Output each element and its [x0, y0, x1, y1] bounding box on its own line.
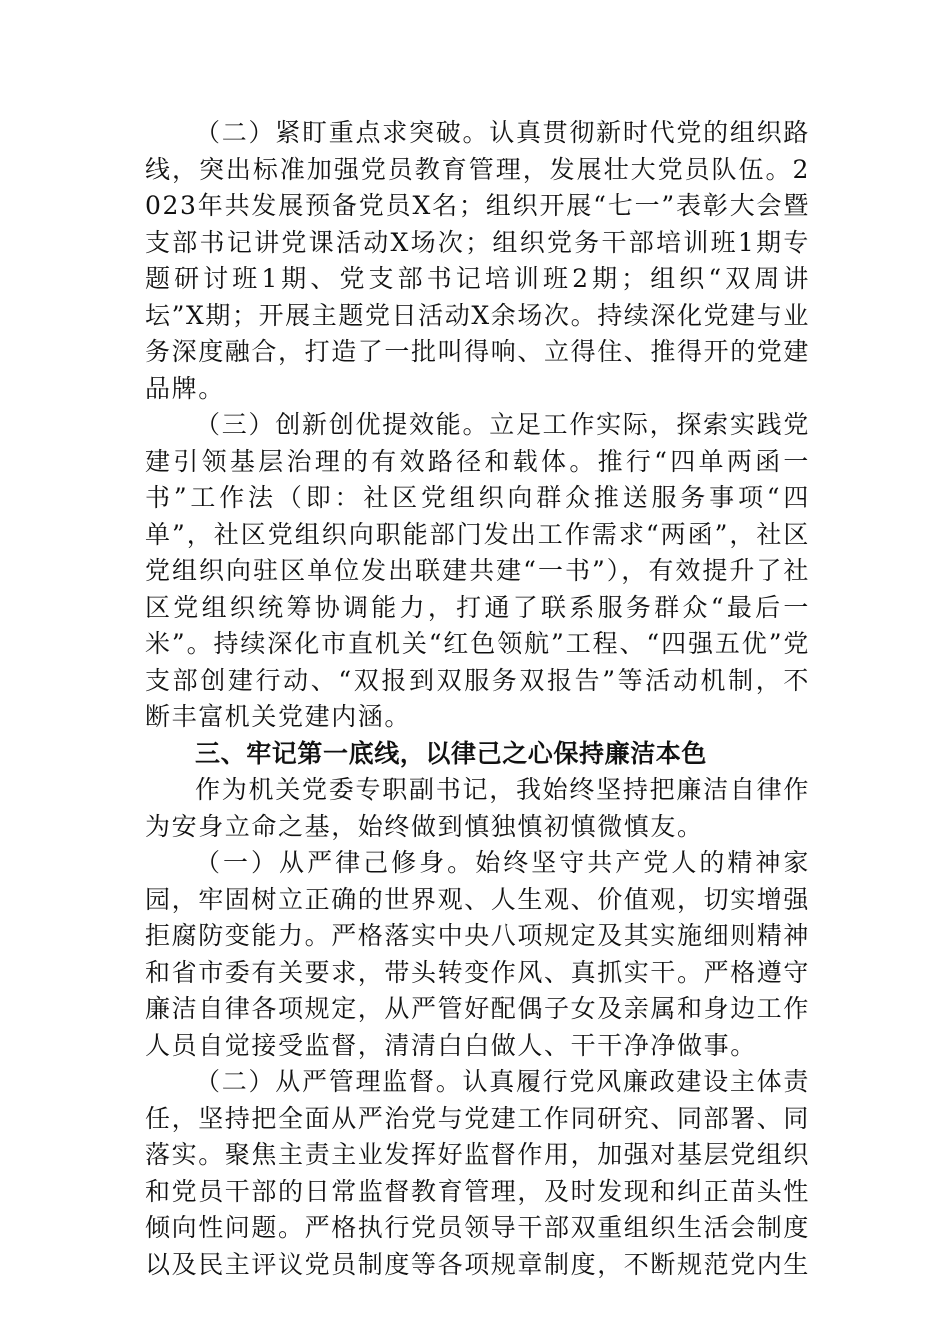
paragraph-innovation-efficiency: （三）创新创优提效能。立足工作实际，探索实践党建引领基层治理的有效路径和载体。推行“四单两函一书”工作法（即：社区党组织向群众推送服务事项“四单”，社区党组织向职能部门发出工作需求“两函”，社区党组织向驻区单位发出联建共建“一书”），有效提升了社区党组织统筹协调能力，打通了联系服务群众“最后一米”。持续深化市直机关“红色领航”工程、“四强五优”党支部创建行动、“双报到双服务双报告”等活动机制，不断丰富机关党建内涵。 [145, 410, 810, 731]
document-body [145, 115, 810, 1283]
paragraph-self-discipline: （一）从严律己修身。始终坚守共产党人的精神家园，牢固树立正确的世界观、人生观、价值观，切实增强拒腐防变能力。严格落实中央八项规定及其实施细则精神和省市委有关要求，带头转变作风、真抓实干。严格遵守廉洁自律各项规定，从严管好配偶子女及亲属和身边工作人员自觉接受监督，清清白白做人、干干净净做事。 [145, 848, 811, 1060]
paragraph-focus-breakthrough: （二）紧盯重点求突破。认真贯彻新时代党的组织路线，突出标准加强党员教育管理，发展壮大党员队伍。2023年共发展预备党员X名；组织开展“七一”表彰大会暨支部书记讲党课活动X场次；组织党务干部培训班1期专题研讨班1期、党支部书记培训班2期；组织“双周讲坛”X期；开展主题党日活动X余场次。持续深化党建与业务深度融合，打造了一批叫得响、立得住、推得开的党建品牌。 [145, 118, 811, 403]
paragraph-integrity-intro: 作为机关党委专职副书记，我始终坚持把廉洁自律作为安身立命之基，始终做到慎独慎初慎微慎友。 [145, 775, 810, 841]
paragraph-management-supervision: （二）从严管理监督。认真履行党风廉政建设主体责任，坚持把全面从严治党与党建工作同研究、同部署、同落实。聚焦主责主业发挥好监督作用，加强对基层党组织和党员干部的日常监督教育管理，及时发现和纠正苗头性倾向性问题。严格执行党员领导干部双重组织生活会制度以及民主评议党员制度等各项规章制度，不断规范党内生 [145, 1067, 811, 1279]
section-heading-integrity: 三、牢记第一底线，以律己之心保持廉洁本色 [195, 738, 708, 768]
